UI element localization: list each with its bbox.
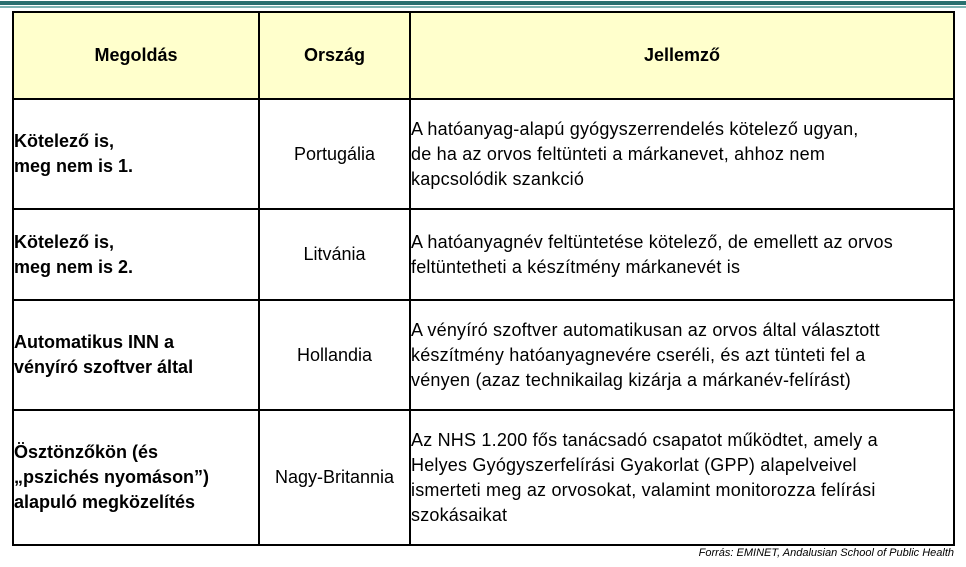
- solution-line: meg nem is 1.: [14, 156, 134, 176]
- solution-cell: [13, 209, 259, 300]
- description-line: kapcsolódik szankció: [411, 168, 585, 189]
- solution-cell: [13, 300, 259, 410]
- comparison-table: [12, 11, 955, 546]
- table-row: [13, 209, 954, 300]
- solution-line: vényíró szoftver által: [14, 357, 194, 377]
- solution-line: meg nem is 2.: [14, 256, 134, 277]
- description-line: A vényíró szoftver automatikusan az orvos által választott: [411, 319, 880, 340]
- description-line: vényen (azaz technikailag kizárja a márkanév-felírást): [411, 369, 851, 390]
- solution-line: Ösztönzőkön (és: [14, 442, 159, 462]
- solution-line: Automatikus INN a: [14, 332, 175, 352]
- header-country: Ország: [259, 12, 410, 99]
- solution-cell: [13, 99, 259, 209]
- description-line: feltüntetheti a készítmény márkanevét is: [411, 256, 741, 277]
- table-row: [13, 99, 954, 209]
- table-header-row: [13, 12, 954, 99]
- description-line: A hatóanyagnév feltüntetése kötelező, de emellett az orvos: [411, 231, 893, 252]
- country-cell: Litvánia: [259, 209, 410, 300]
- solution-cell: [13, 410, 259, 545]
- country-cell: Hollandia: [259, 300, 410, 410]
- description-cell: [410, 300, 954, 410]
- description-line: készítmény hatóanyagnevére cseréli, és azt tünteti fel a: [411, 344, 866, 365]
- solution-line: „pszichés nyomáson”): [14, 467, 210, 487]
- table-row: [13, 410, 954, 545]
- description-cell: [410, 410, 954, 545]
- header-feature: Jellemző: [410, 12, 954, 99]
- table-row: [13, 300, 954, 410]
- solution-line: alapuló megközelítés: [14, 492, 196, 512]
- top-rule-accent: [0, 6, 966, 8]
- description-cell: [410, 99, 954, 209]
- source-note: Forrás: EMINET, Andalusian School of Public Health: [698, 547, 954, 559]
- solution-line: Kötelező is,: [14, 131, 115, 151]
- top-rule: [0, 1, 966, 5]
- country-cell: Portugália: [259, 99, 410, 209]
- description-line: szokásaikat: [411, 504, 508, 525]
- header-solution: Megoldás: [13, 12, 259, 99]
- description-line: A hatóanyag-alapú gyógyszerrendelés kötelező ugyan,: [411, 118, 859, 139]
- description-line: Helyes Gyógyszerfelírási Gyakorlat (GPP) alapelveivel: [411, 454, 857, 475]
- country-cell: Nagy-Britannia: [259, 410, 410, 545]
- description-line: ismerteti meg az orvosokat, valamint monitorozza felírási: [411, 479, 876, 500]
- description-cell: [410, 209, 954, 300]
- description-line: Az NHS 1.200 fős tanácsadó csapatot működtet, amely a: [411, 429, 878, 450]
- description-line: de ha az orvos feltünteti a márkanevet, ahhoz nem: [411, 143, 826, 164]
- solution-line: Kötelező is,: [14, 231, 115, 252]
